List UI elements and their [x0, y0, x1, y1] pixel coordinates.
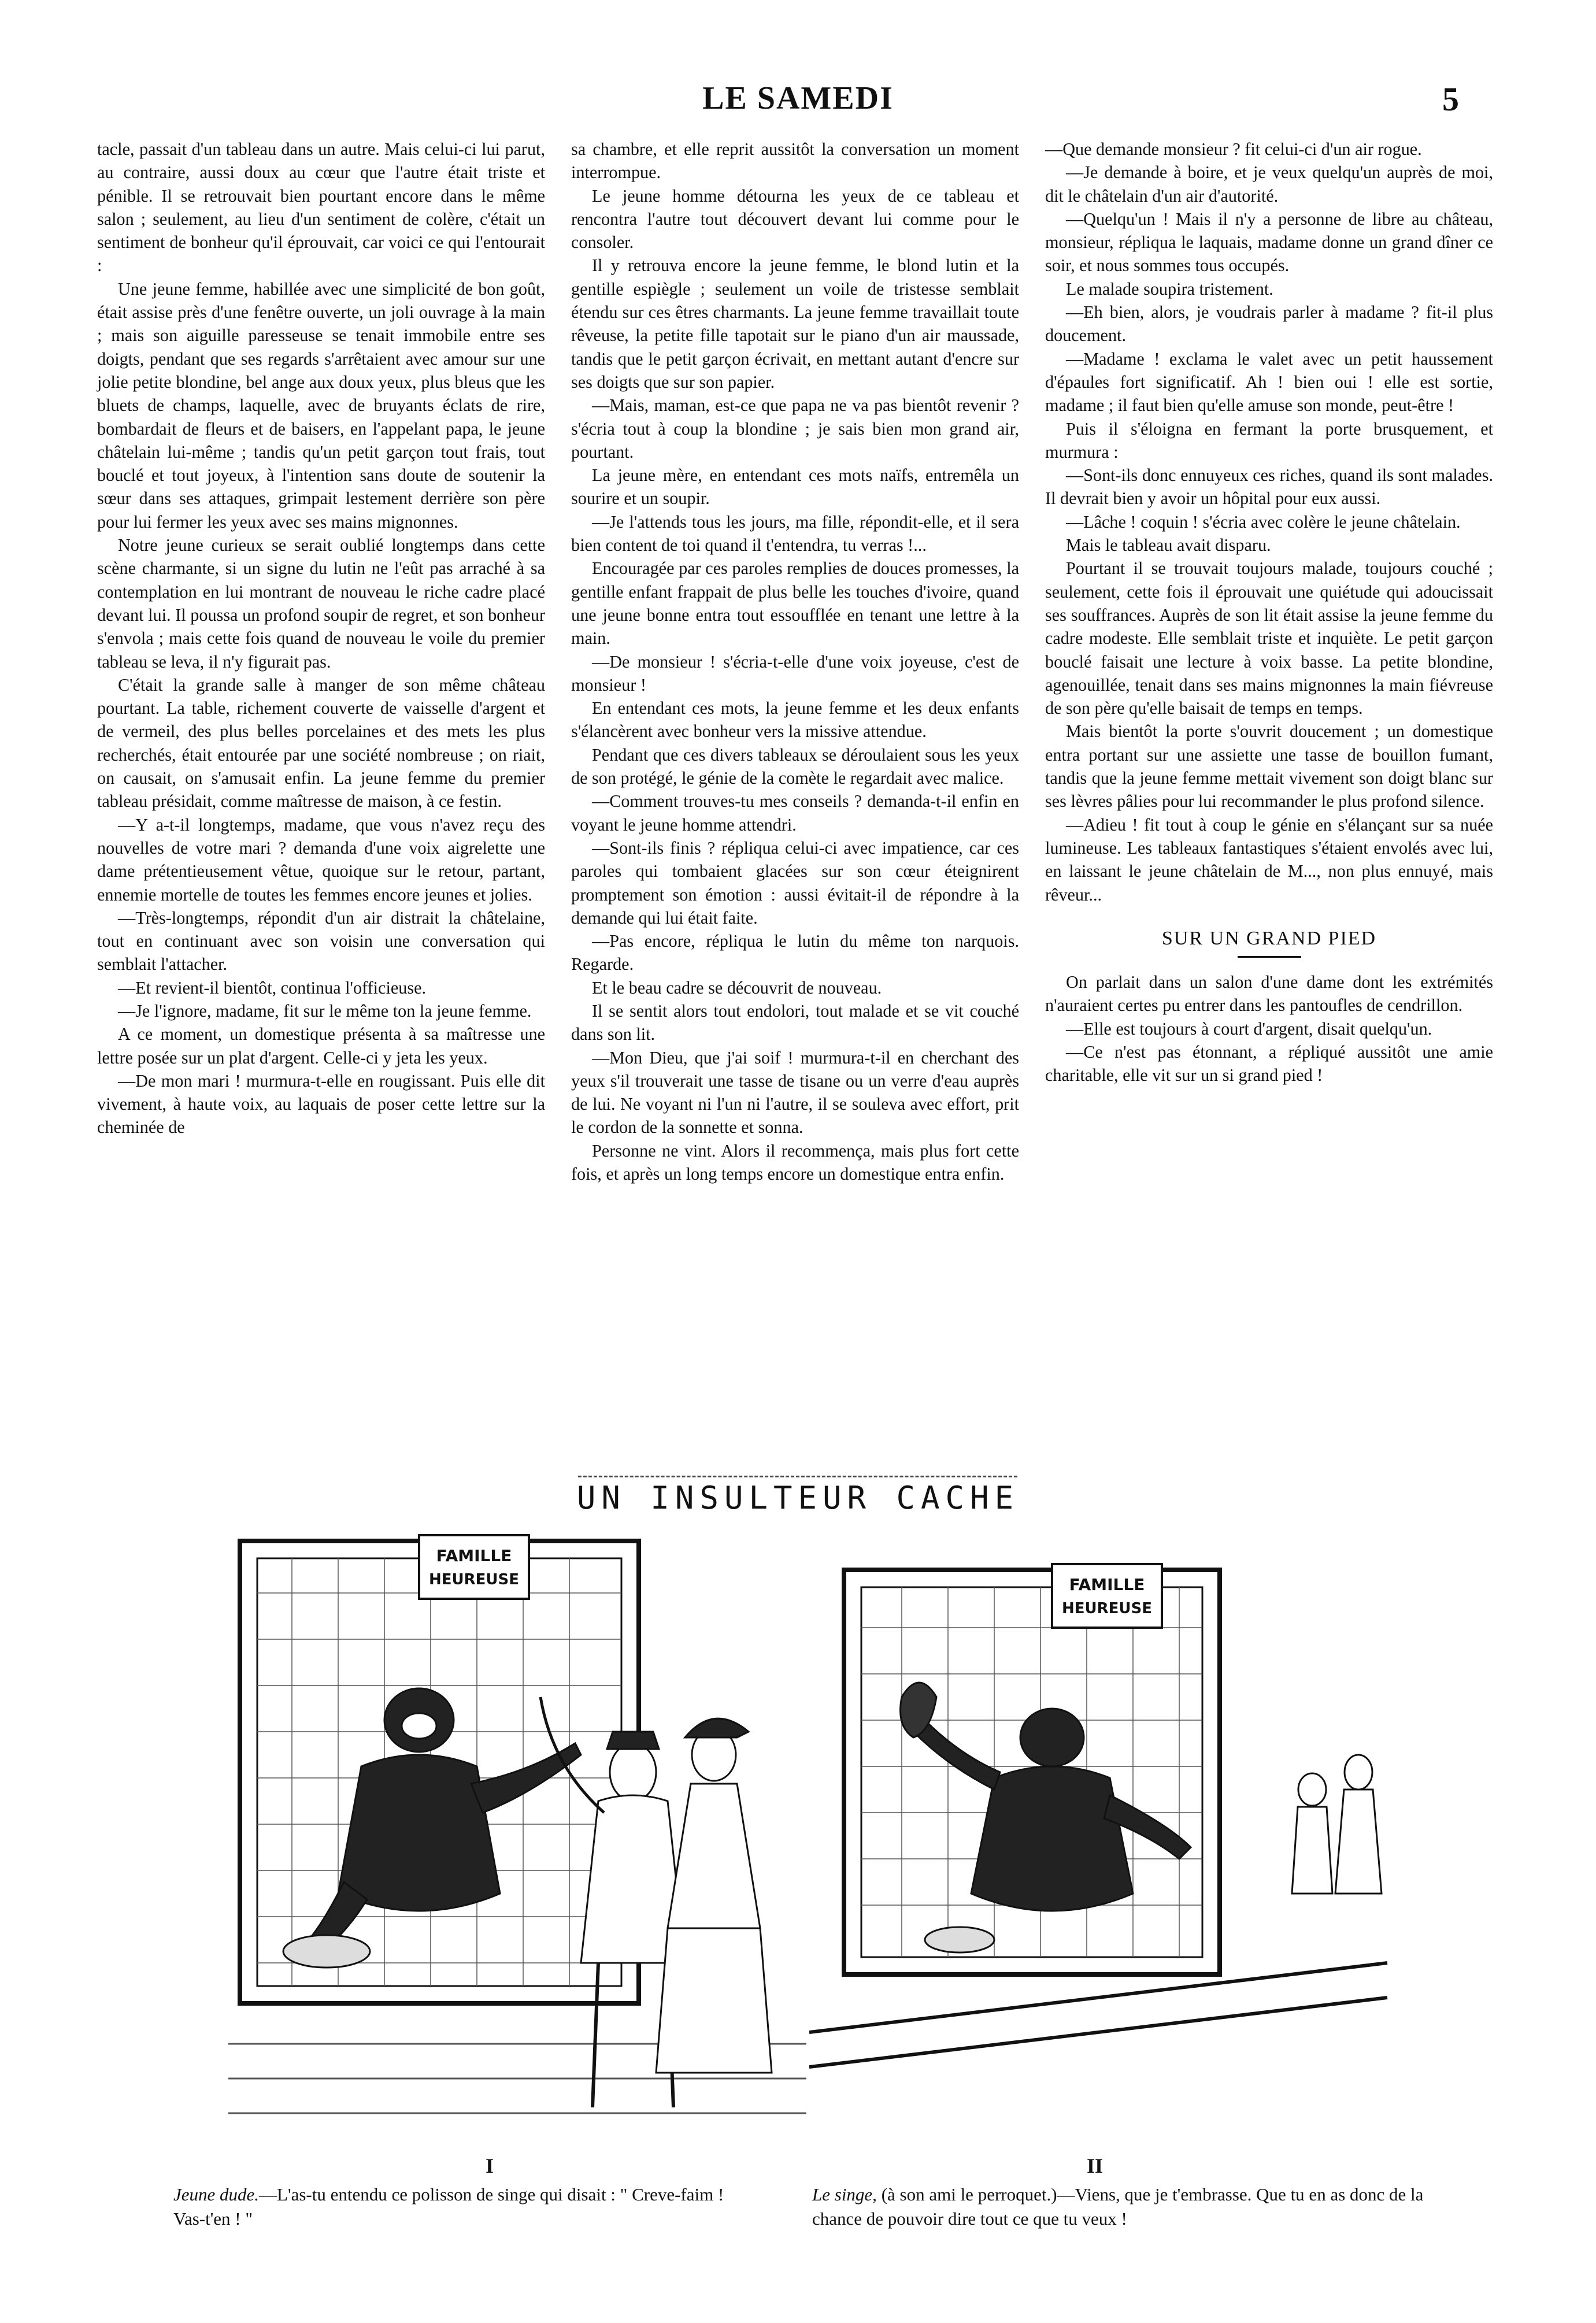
paragraph: —Sont-ils donc ennuyeux ces riches, quand ils sont malades. Il devrait bien y avoir un hôpital pour eux aussi.	[1045, 465, 1493, 509]
paragraph: Puis il s'éloigna en fermant la porte brusquement, et murmura :	[1045, 418, 1493, 462]
caption-panel-2	[812, 2183, 1471, 2231]
paragraph: —Comment trouves-tu mes conseils ? demanda-t-il enfin en voyant le jeune homme attendri.	[571, 791, 1019, 835]
paragraph: Et le beau cadre se découvrit de nouveau.	[592, 977, 882, 998]
text-column-2	[571, 138, 1019, 1185]
paragraph: Personne ne vint. Alors il recommença, mais plus fort cette fois, et après un long temps encore un domestique entra enfin.	[571, 1140, 1019, 1184]
paragraph: —Très-longtemps, répondit d'un air distrait la châtelaine, tout en continuant avec son voisin une conversation qui semblait l'attacher.	[97, 907, 545, 975]
paragraph: —Adieu ! fit tout à coup le génie en s'élançant sur sa nuée lumineuse. Les tableaux fantastiques s'étaient envolés avec lui, en laissant le jeune châtelain de M..., non plus ennuyé, mais rêveur...	[1045, 814, 1493, 905]
paragraph: —Madame ! exclama le valet avec un petit haussement d'épaules fort significatif. Ah ! bien oui ! elle est sortie, madame ; il faut bien qu'elle amuse son monde, peut-être !	[1045, 349, 1493, 416]
panel-numeral-1: I	[486, 2154, 494, 2177]
paragraph: Le jeune homme détourna les yeux de ce tableau et rencontra l'autre tout découvert devant lui comme pour le consoler.	[571, 186, 1019, 253]
paragraph: Pendant que ces divers tableaux se déroulaient sous les yeux de son protégé, le génie de la comète le regardait avec malice.	[571, 744, 1019, 788]
paragraph: —De mon mari ! murmura-t-elle en rougissant. Puis elle dit vivement, à haute voix, au laquais de poser cette lettre sur la cheminée de	[97, 1070, 545, 1138]
paragraph: —Y a-t-il longtemps, madame, que vous n'avez reçu des nouvelles de votre mari ? demanda d'une voix aigrelette une dame prétentieusement vêtue, quoique sur le retour, partant, ennemie mortelle de toutes les femmes encore jeunes et jolies.	[97, 814, 545, 905]
paragraph: —De monsieur ! s'écria-t-elle d'une voix joyeuse, c'est de monsieur !	[571, 651, 1019, 695]
cartoon-panel-1	[228, 1524, 824, 2148]
paragraph: A ce moment, un domestique présenta à sa maîtresse une lettre posée sur un plat d'argent. Celle-ci y jeta les yeux.	[97, 1024, 545, 1068]
paragraph: —Mon Dieu, que j'ai soif ! murmura-t-il en cherchant des yeux s'il trouverait une tasse de tisane ou un verre d'eau auprès de lui. Ne voyant ni l'un ni l'autre, il se souleva avec effort, prit le cordon de la sonnette et sonna.	[571, 1047, 1019, 1138]
panel-numeral-2: II	[1087, 2154, 1104, 2177]
newspaper-title: LE SAMEDI	[702, 80, 894, 116]
paragraph: —Mais, maman, est-ce que papa ne va pas bientôt revenir ? s'écria tout à coup la blondine ; je sais bien mon grand air, pourtant.	[571, 395, 1019, 462]
paragraph: Pourtant il se trouvait toujours malade, toujours couché ; seulement, cette fois il éprouvait une quiétude qui adoucissait ses souffrances. Auprès de son lit était assise la jeune femme du cadre modeste. Elle semblait triste et inquiète. Le petit garçon bouclé faisait une lecture à voix basse. La petite blondine, agenouillée, tenait dans ses mains mignonnes la main fiévreuse de son père qu'elle baisait de temps en temps.	[1045, 558, 1493, 718]
sign-line-2: HEUREUSE	[1061, 1600, 1153, 1617]
caption-2-text: (à son ami le perroquet.)—Viens, que je t'embrasse. Que tu en as donc de la chance de pouvoir dire tout ce que tu veux !	[812, 2184, 1424, 2229]
cartoon-illustration-2	[809, 1524, 1405, 2148]
page-number: 5	[1442, 80, 1459, 118]
text-column-1	[97, 138, 545, 1139]
paragraph: sa chambre, et elle reprit aussitôt la conversation un moment interrompue.	[571, 139, 1019, 183]
paragraph: —Je l'attends tous les jours, ma fille, répondit-elle, et il sera bien content de toi quand il t'entendra, tu verras !...	[571, 512, 1019, 555]
paragraph: —Pas encore, répliqua le lutin du même ton narquois. Regarde.	[571, 931, 1019, 975]
paragraph: C'était la grande salle à manger de son même château pourtant. La table, richement couverte de vaisselle d'argent et de vermeil, des plus belles porcelaines et des mets les plus recherchés, était entourée par une société nombreuse ; on riait, on causait, on s'amusait enfin. La jeune femme du premier tableau présidait, comme maîtresse de maison, à ce festin.	[97, 675, 545, 812]
paragraph: Il y retrouva encore la jeune femme, le blond lutin et la gentille espiègle ; seulement un voile de tristesse semblait étendu sur ces êtres charmants. La jeune femme travaillait toute rêveuse, la petite fille tapotait sur le piano d'un air maussade, tandis que le petit garçon écrivait, en mettant autant d'encre sur ses doigts que sur son papier.	[571, 255, 1019, 392]
paragraph: Il se sentit alors tout endolori, tout malade et se vit couché dans son lit.	[571, 1001, 1019, 1044]
text-column-3	[1045, 138, 1493, 1087]
paragraph: —Eh bien, alors, je voudrais parler à madame ? fit-il plus doucement.	[1045, 302, 1493, 346]
paragraph: On parlait dans un salon d'une dame dont les extrémités n'auraient certes pu entrer dans les pantoufles de cendrillon.	[1045, 972, 1493, 1016]
paragraph: —Quelqu'un ! Mais il n'y a personne de libre au château, monsieur, répliqua le laquais, madame donne un grand dîner ce soir, et nous sommes tous occupés.	[1045, 209, 1493, 276]
paragraph: —Lâche ! coquin ! s'écria avec colère le jeune châtelain.	[1066, 512, 1461, 532]
section-separator	[578, 1476, 1017, 1477]
paragraph: —Elle est toujours à court d'argent, disait quelqu'un.	[1066, 1018, 1432, 1039]
paragraph: —Que demande monsieur ? fit celui-ci d'un air rogue.	[1045, 139, 1422, 159]
paragraph: Mais le tableau avait disparu.	[1066, 535, 1271, 555]
paragraph: En entendant ces mots, la jeune femme et les deux enfants s'élancèrent avec bonheur vers la missive attendue.	[571, 698, 1019, 742]
paragraph: Une jeune femme, habillée avec une simplicité de bon goût, était assise près d'une fenêtre ouverte, un joli ouvrage à la main ; mais son aiguille paresseuse se tenait immobile entre ses doigts, pendant que ses regards s'arrêtaient avec amour sur une jolie petite blondine, bel ange aux doux yeux, plus bleus que les bluets de champs, laquelle, avec de bruyants éclats de rire, bombardait de fleurs et de baisers, en l'appelant papa, le jeune châtelain lui-même ; tandis qu'un petit garçon tout frais, tout bouclé et tout joyeux, à l'intention sans doute de soutenir la sœur dans ses attaques, grimpait lestement derrière son père pour lui fermer les yeux avec ses mains mignonnes.	[97, 279, 545, 532]
paragraph: tacle, passait d'un tableau dans un autre. Mais celui-ci lui parut, au contraire, aussi doux au cœur que l'autre était triste et pénible. Il se retrouvait bien pourtant encore dans le même salon ; seulement, au lieu d'un sentiment de colère, c'était un sentiment de bonheur qu'il éprouvait, car voici ce qui l'entourait :	[97, 139, 545, 276]
cartoon-illustration-1	[228, 1524, 824, 2148]
sign-line-2: HEUREUSE	[428, 1571, 520, 1588]
paragraph: —Je l'ignore, madame, fit sur le même ton la jeune femme.	[118, 1001, 532, 1021]
cartoon-panel-2	[809, 1524, 1405, 2148]
paragraph: —Ce n'est pas étonnant, a répliqué aussitôt une amie charitable, elle vit sur un si grand pied !	[1045, 1042, 1493, 1085]
paragraph: Mais bientôt la porte s'ouvrit doucement ; un domestique entra portant sur une assiette une tasse de bouillon fumant, tandis que la jeune femme mettait vivement son doigt blanc sur ses lèvres pâlies pour lui recommander le plus profond silence.	[1045, 721, 1493, 812]
paragraph: La jeune mère, en entendant ces mots naïfs, entremêla un sourire et un soupir.	[571, 465, 1019, 509]
sign-line-1: FAMILLE	[1069, 1575, 1145, 1594]
sign-line-1: FAMILLE	[436, 1546, 512, 1565]
page-header	[0, 80, 1596, 126]
paragraph: Encouragée par ces paroles remplies de douces promesses, la gentille enfant frappait de plus belle les touches d'ivoire, quand une jeune bonne entra tout essoufflée en tenant une lettre à la main.	[571, 558, 1019, 649]
caption-1-speaker: Jeune dude.	[173, 2184, 260, 2205]
cartoon-title: UN INSULTEUR CACHE	[576, 1480, 1020, 1516]
paragraph: —Je demande à boire, et je veux quelqu'un auprès de moi, dit le châtelain d'un air d'autorité.	[1045, 162, 1493, 206]
story-title: SUR UN GRAND PIED	[1161, 927, 1377, 949]
story-title-rule	[1238, 956, 1301, 958]
paragraph: —Et revient-il bientôt, continua l'officieuse.	[118, 977, 427, 998]
paragraph: —Sont-ils finis ? répliqua celui-ci avec impatience, car ces paroles qui tombaient glacées sur son cœur éteignirent promptement son émotion : aussi évitait-il de répondre à la demande qui lui était faite.	[571, 838, 1019, 928]
paragraph: Notre jeune curieux se serait oublié longtemps dans cette scène charmante, si un signe du lutin ne l'eût pas arraché à sa contemplation en lui montrant de nouveau le riche cadre placé devant lui. Il poussa un profond soupir de regret, et son bonheur s'envola ; mais cette fois quand de nouveau le voile du premier tableau se leva, il n'y figurait pas.	[97, 535, 545, 672]
paragraph: Le malade soupira tristement.	[1066, 279, 1273, 299]
caption-2-speaker: Le singe,	[812, 2184, 877, 2205]
caption-1-text: —L'as-tu entendu ce polisson de singe qui disait : " Creve-faim ! Vas-t'en ! "	[173, 2184, 724, 2229]
caption-panel-1	[173, 2183, 751, 2231]
